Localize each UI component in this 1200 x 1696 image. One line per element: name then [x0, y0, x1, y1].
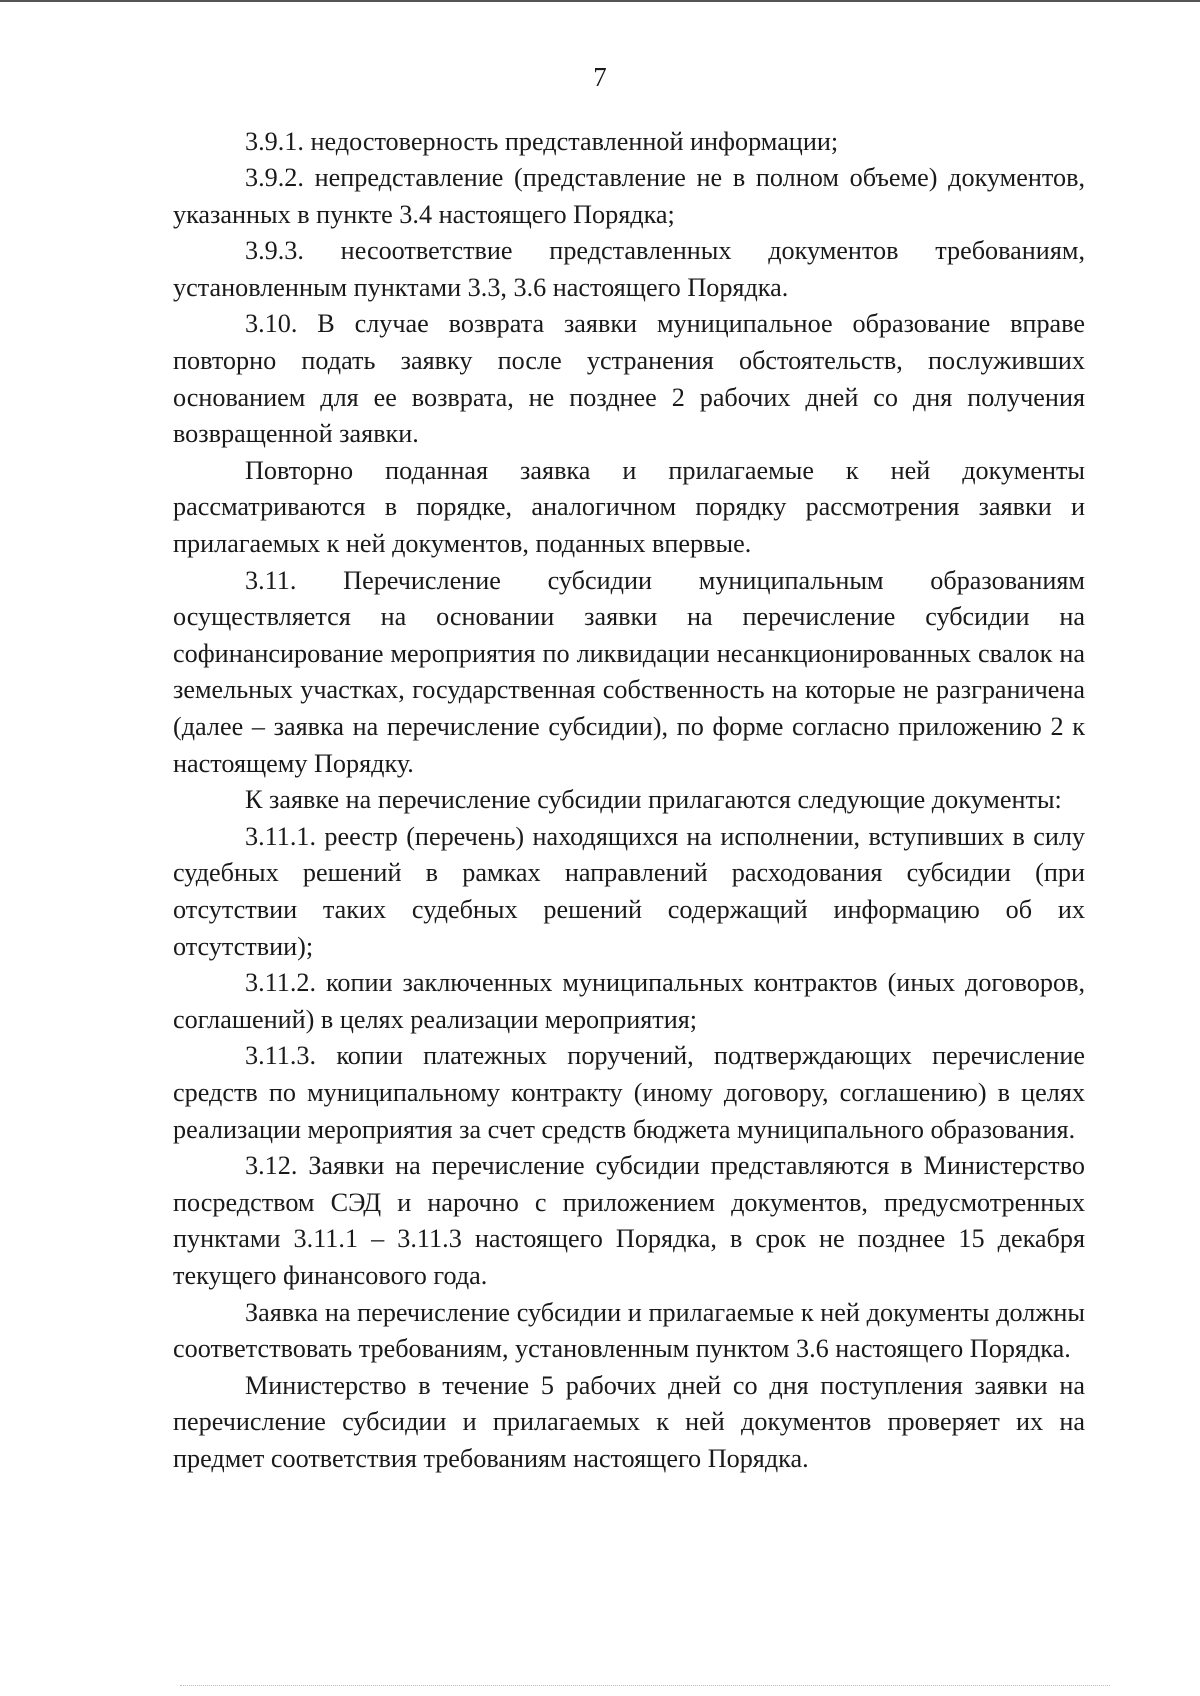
paragraph-3-11-2: 3.11.2. копии заключенных муниципальных контрактов (иных договоров, соглашений) в целях реализации мероприятия;: [173, 968, 1085, 1034]
paragraph-3-11-3: 3.11.3. копии платежных поручений, подтверждающих перечисление средств по муниципальному контракту (иному договору, соглашению) в целях реализации мероприятия за счет средств бюджета муниципального образования.: [173, 1041, 1085, 1144]
page-number: 7: [593, 62, 607, 92]
paragraph-ministry-review: Министерство в течение 5 рабочих дней со дня поступления заявки на перечисление субсидии и прилагаемых к ней документов проверяет их на предмет соответствия требованиям настоящего Порядка.: [173, 1370, 1085, 1473]
paragraph-3-12: 3.12. Заявки на перечисление субсидии представляются в Министерство посредством СЭД и нарочно с приложением документов, предусмотренных пунктами 3.11.1 – 3.11.3 настоящего Порядка, в срок не позднее 15 декабря текущего финансового года.: [173, 1151, 1085, 1290]
paragraph-3-11: 3.11. Перечисление субсидии муниципальным образованиям осуществляется на основании заявки на перечисление субсидии на софинансирование мероприятия по ликвидации несанкционированных свалок на земельных участках, государственная собственность на которые не разграничена (далее – заявка на перечисление субсидии), по форме согласно приложению 2 к настоящему Порядку.: [173, 565, 1085, 778]
paragraph-3-9-2: 3.9.2. непредставление (представление не в полном объеме) документов, указанных в пункте 3.4 настоящего Порядка;: [173, 163, 1085, 229]
paragraph-3-9-3: 3.9.3. несоответствие представленных документов требованиям, установленным пунктами 3.3, 3.6 настоящего Порядка.: [173, 236, 1085, 302]
paragraph-3-11-1: 3.11.1. реестр (перечень) находящихся на исполнении, вступивших в силу судебных решений в рамках направлений расходования субсидии (при отсутствии таких судебных решений содержащий информацию об их отсутствии);: [173, 821, 1085, 961]
paragraph-3-9-1: 3.9.1. недостоверность представленной информации;: [245, 126, 839, 156]
bottom-scan-artifact: [180, 1685, 1110, 1686]
document-body: [173, 124, 1085, 1478]
paragraph-3-10: 3.10. В случае возврата заявки муниципальное образование вправе повторно подать заявку после устранения обстоятельств, послуживших основанием для ее возврата, не позднее 2 рабочих дней со дня получения возвращенной заявки.: [173, 309, 1085, 449]
paragraph-attached-documents: К заявке на перечисление субсидии прилагаются следующие документы:: [245, 785, 1062, 815]
paragraph-resubmission: Повторно поданная заявка и прилагаемые к ней документы рассматриваются в порядке, аналогичном порядку рассмотрения заявки и прилагаемых к ней документов, поданных впервые.: [173, 455, 1085, 559]
paragraph-requirements: Заявка на перечисление субсидии и прилагаемые к ней документы должны соответствовать требованиям, установленным пунктом 3.6 настоящего Порядка.: [173, 1297, 1085, 1364]
